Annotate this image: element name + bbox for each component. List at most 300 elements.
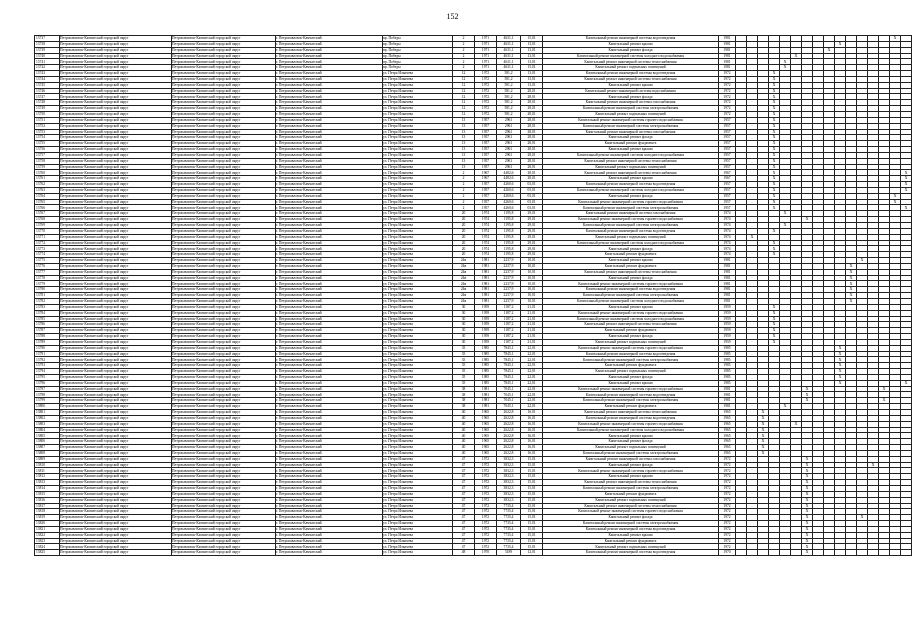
- locality-cell: г. Петропавловск-Камчатский: [276, 164, 383, 170]
- municipality-cell: Петропавловск-Камчатский городской округ: [172, 398, 276, 404]
- mark-cell: X: [846, 275, 857, 281]
- work-type-cell: Капитальный ремонт инженерной системы водоотведения: [543, 36, 719, 42]
- area-cell: 2622,8: [497, 433, 521, 439]
- locality-cell: г. Петропавловск-Камчатский: [276, 474, 383, 480]
- municipality-cell: Петропавловск-Камчатский городской округ: [60, 88, 172, 94]
- house-cell: 20: [453, 246, 475, 252]
- area-cell: 3832,3: [497, 456, 521, 462]
- work-type-cell: Капитальный ремонт инженерной системы горячего водоснабжения: [543, 386, 719, 392]
- work-type-cell: Капитальный ремонт подвальных помещений: [543, 164, 719, 170]
- cost-cell: 28,01: [521, 164, 543, 170]
- municipality-cell: Петропавловск-Камчатский городской округ: [60, 71, 172, 77]
- work-type-cell: Капитальный ремонт фасада: [543, 193, 719, 199]
- municipality-cell: Петропавловск-Камчатский городской округ: [60, 228, 172, 234]
- municipality-cell: Петропавловск-Камчатский городской округ: [172, 421, 276, 427]
- plan-year-cell: 1972: [719, 474, 736, 480]
- work-type-cell: Капитальный ремонт инженерной системы электроснабжения: [543, 485, 719, 491]
- work-type-cell: Капитальный ремонт инженерной системы водоотведения: [543, 182, 719, 188]
- table-body: [35, 36, 912, 556]
- work-type-cell: Капитальный ремонт фундамента: [543, 141, 719, 147]
- work-type-cell: Капитальный ремонт инженерной системы водоотведения: [543, 392, 719, 398]
- area-cell: 7845,1: [497, 351, 521, 357]
- locality-cell: г. Петропавловск-Камчатский: [276, 217, 383, 223]
- cost-cell: 15,01: [521, 468, 543, 474]
- row-id: 13794: [35, 369, 60, 375]
- mark-cell: X: [846, 281, 857, 287]
- mark-cell: [879, 550, 890, 556]
- area-cell: 1187,2: [497, 310, 521, 316]
- cost-cell: 29,01: [521, 246, 543, 252]
- cost-cell: 22,01: [521, 369, 543, 375]
- house-cell: 2: [453, 47, 475, 53]
- row-id: 13766: [35, 205, 60, 211]
- house-cell: 2: [453, 199, 475, 205]
- street-cell: пр. Победы: [383, 47, 453, 53]
- house-cell: 48: [453, 550, 475, 556]
- work-type-cell: Капитальный ремонт фундамента: [543, 404, 719, 410]
- cost-cell: 21,01: [521, 322, 543, 328]
- house-cell: 13: [453, 141, 475, 147]
- municipality-cell: Петропавловск-Камчатский городской округ: [172, 246, 276, 252]
- mark-cell: X: [769, 339, 780, 345]
- row-id: 13780: [35, 287, 60, 293]
- house-cell: 20: [453, 211, 475, 217]
- house-cell: 20: [453, 217, 475, 223]
- street-cell: ул. Петра Ильичева: [383, 427, 453, 433]
- municipality-cell: Петропавловск-Камчатский городской округ: [172, 351, 276, 357]
- year-cell: 1981: [475, 392, 497, 398]
- house-cell: 2: [453, 65, 475, 71]
- house-cell: 13: [453, 123, 475, 129]
- municipality-cell: Петропавловск-Камчатский городской округ: [60, 445, 172, 451]
- area-cell: 7845,1: [497, 357, 521, 363]
- plan-year-cell: 1981: [719, 404, 736, 410]
- street-cell: ул. Петра Ильичева: [383, 293, 453, 299]
- year-cell: 1959: [475, 316, 497, 322]
- cost-cell: 15,01: [521, 521, 543, 527]
- row-id: 13765: [35, 199, 60, 205]
- mark-cell: X: [769, 71, 780, 77]
- municipality-cell: Петропавловск-Камчатский городской округ: [60, 293, 172, 299]
- area-cell: 1195,8: [497, 246, 521, 252]
- mark-cell: X: [802, 544, 813, 550]
- municipality-cell: Петропавловск-Камчатский городской округ: [172, 532, 276, 538]
- plan-year-cell: 1959: [719, 334, 736, 340]
- locality-cell: г. Петропавловск-Камчатский: [276, 351, 383, 357]
- row-id: 13760: [35, 170, 60, 176]
- house-cell: 35: [453, 351, 475, 357]
- municipality-cell: Петропавловск-Камчатский городской округ: [60, 298, 172, 304]
- municipality-cell: Петропавловск-Камчатский городской округ: [172, 298, 276, 304]
- cost-cell: 13,01: [521, 76, 543, 82]
- locality-cell: г. Петропавловск-Камчатский: [276, 240, 383, 246]
- year-cell: 1965: [475, 410, 497, 416]
- area-cell: 581,2: [497, 94, 521, 100]
- mark-cell: [868, 550, 879, 556]
- municipality-cell: Петропавловск-Камчатский городской округ: [172, 538, 276, 544]
- year-cell: 1972: [475, 456, 497, 462]
- mark-cell: X: [769, 141, 780, 147]
- row-id: 13823: [35, 538, 60, 544]
- plan-year-cell: 1974: [719, 223, 736, 229]
- municipality-cell: Петропавловск-Камчатский городской округ: [172, 47, 276, 53]
- area-cell: 4631,1: [497, 36, 521, 42]
- cost-cell: 22,01: [521, 363, 543, 369]
- year-cell: 1957: [475, 182, 497, 188]
- area-cell: 7735,4: [497, 538, 521, 544]
- row-id: 13763: [35, 187, 60, 193]
- municipality-cell: Петропавловск-Камчатский городской округ: [172, 123, 276, 129]
- cost-cell: 28,01: [521, 100, 543, 106]
- row-id: 13750: [35, 111, 60, 117]
- house-cell: 35: [453, 369, 475, 375]
- house-cell: 13: [453, 164, 475, 170]
- municipality-cell: Петропавловск-Камчатский городской округ: [172, 462, 276, 468]
- row-id: 13817: [35, 503, 60, 509]
- row-id: 13806: [35, 439, 60, 445]
- house-cell: 47: [453, 509, 475, 515]
- municipality-cell: Петропавловск-Камчатский городской округ: [60, 53, 172, 59]
- house-cell: 13: [453, 129, 475, 135]
- street-cell: пр. Победы: [383, 53, 453, 59]
- street-cell: ул. Петра Ильичева: [383, 515, 453, 521]
- cost-cell: 03,01: [521, 193, 543, 199]
- plan-year-cell: 1972: [719, 538, 736, 544]
- municipality-cell: Петропавловск-Камчатский городской округ: [172, 59, 276, 65]
- row-id: 13791: [35, 351, 60, 357]
- row-id: 13799: [35, 398, 60, 404]
- street-cell: ул. Петра Ильичева: [383, 497, 453, 503]
- work-type-cell: Капитальный ремонт крыши: [543, 532, 719, 538]
- work-type-cell: Капитальный ремонт инженерной системы водоснабжения: [543, 88, 719, 94]
- house-cell: 38: [453, 392, 475, 398]
- street-cell: ул. Петра Ильичева: [383, 82, 453, 88]
- mark-cell: X: [769, 240, 780, 246]
- year-cell: 1972: [475, 521, 497, 527]
- municipality-cell: Петропавловск-Камчатский городской округ: [60, 234, 172, 240]
- plan-year-cell: 1965: [719, 445, 736, 451]
- street-cell: ул. Петра Ильичева: [383, 234, 453, 240]
- municipality-cell: Петропавловск-Камчатский городской округ: [60, 439, 172, 445]
- mark-cell: X: [769, 176, 780, 182]
- cost-cell: 28,01: [521, 176, 543, 182]
- plan-year-cell: 1965: [719, 433, 736, 439]
- row-id: 13737: [35, 36, 60, 42]
- locality-cell: г. Петропавловск-Камчатский: [276, 176, 383, 182]
- row-id: 13738: [35, 41, 60, 47]
- house-cell: 30: [453, 304, 475, 310]
- area-cell: 2237,9: [497, 275, 521, 281]
- mark-cell: X: [758, 427, 769, 433]
- year-cell: 1974: [475, 240, 497, 246]
- work-type-cell: Капитальный ремонт инженерной системы газоснабжения: [543, 456, 719, 462]
- cost-cell: 15,01: [521, 509, 543, 515]
- cost-cell: 21,01: [521, 316, 543, 322]
- mark-cell: [835, 550, 846, 556]
- year-cell: 1985: [475, 357, 497, 363]
- municipality-cell: Петропавловск-Камчатский городской округ: [172, 217, 276, 223]
- house-cell: 47: [453, 532, 475, 538]
- municipality-cell: Петропавловск-Камчатский городской округ: [60, 392, 172, 398]
- locality-cell: г. Петропавловск-Камчатский: [276, 369, 383, 375]
- row-id: 13788: [35, 334, 60, 340]
- mark-cell: X: [769, 246, 780, 252]
- plan-year-cell: 1970: [719, 550, 736, 556]
- work-type-cell: Капитальный ремонт инженерной системы теплоснабжения: [543, 480, 719, 486]
- area-cell: 2961: [497, 147, 521, 153]
- street-cell: ул. Петра Ильичева: [383, 421, 453, 427]
- work-type-cell: Капитальный ремонт фундамента: [543, 491, 719, 497]
- row-id: 13821: [35, 526, 60, 532]
- plan-year-cell: 1957: [719, 141, 736, 147]
- work-type-cell: Капитальный ремонт крыши: [543, 304, 719, 310]
- year-cell: 1972: [475, 503, 497, 509]
- mark-cell: X: [835, 357, 846, 363]
- cost-cell: 28,01: [521, 147, 543, 153]
- mark-cell: [780, 550, 791, 556]
- municipality-cell: Петропавловск-Камчатский городской округ: [172, 339, 276, 345]
- municipality-cell: Петропавловск-Камчатский городской округ: [60, 374, 172, 380]
- house-cell: 30: [453, 328, 475, 334]
- mark-cell: X: [769, 111, 780, 117]
- locality-cell: г. Петропавловск-Камчатский: [276, 334, 383, 340]
- locality-cell: г. Петропавловск-Камчатский: [276, 53, 383, 59]
- area-cell: 7735,4: [497, 503, 521, 509]
- house-cell: 20: [453, 240, 475, 246]
- locality-cell: г. Петропавловск-Камчатский: [276, 246, 383, 252]
- locality-cell: г. Петропавловск-Камчатский: [276, 532, 383, 538]
- house-cell: 2: [453, 193, 475, 199]
- street-cell: ул. Петра Ильичева: [383, 550, 453, 556]
- municipality-cell: Петропавловск-Камчатский городской округ: [60, 117, 172, 123]
- municipality-cell: Петропавловск-Камчатский городской округ: [172, 363, 276, 369]
- municipality-cell: Петропавловск-Камчатский городской округ: [60, 398, 172, 404]
- municipality-cell: Петропавловск-Камчатский городской округ: [172, 76, 276, 82]
- municipality-cell: Петропавловск-Камчатский городской округ: [60, 351, 172, 357]
- work-type-cell: Капитальный ремонт фасада: [543, 246, 719, 252]
- municipality-cell: Петропавловск-Камчатский городской округ: [60, 100, 172, 106]
- area-cell: 581,2: [497, 71, 521, 77]
- municipality-cell: Петропавловск-Камчатский городской округ: [172, 71, 276, 77]
- year-cell: 1967: [475, 176, 497, 182]
- municipality-cell: Петропавловск-Камчатский городской округ: [172, 147, 276, 153]
- locality-cell: г. Петропавловск-Камчатский: [276, 538, 383, 544]
- year-cell: 1970: [475, 550, 497, 556]
- work-type-cell: Капитальный ремонт инженерной системы газоснабжения: [543, 129, 719, 135]
- mark-cell: X: [835, 380, 846, 386]
- house-cell: 24в: [453, 258, 475, 264]
- work-type-cell: Капитальный ремонт инженерной системы горячего водоснабжения: [543, 468, 719, 474]
- mark-cell: X: [802, 480, 813, 486]
- municipality-cell: Петропавловск-Камчатский городской округ: [60, 94, 172, 100]
- year-cell: 1957: [475, 141, 497, 147]
- house-cell: 40: [453, 410, 475, 416]
- locality-cell: г. Петропавловск-Камчатский: [276, 328, 383, 334]
- area-cell: 2961: [497, 141, 521, 147]
- house-cell: 30: [453, 316, 475, 322]
- municipality-cell: Петропавловск-Камчатский городской округ: [60, 135, 172, 141]
- row-id: 13795: [35, 374, 60, 380]
- municipality-cell: Петропавловск-Камчатский городской округ: [172, 480, 276, 486]
- house-cell: 2: [453, 187, 475, 193]
- area-cell: 3832,3: [497, 462, 521, 468]
- house-cell: 24в: [453, 275, 475, 281]
- house-cell: 20: [453, 252, 475, 258]
- locality-cell: г. Петропавловск-Камчатский: [276, 135, 383, 141]
- work-type-cell: Капитальный ремонт инженерной системы электроснабжения: [543, 357, 719, 363]
- municipality-cell: Петропавловск-Камчатский городской округ: [60, 246, 172, 252]
- mark-cell: X: [769, 147, 780, 153]
- street-cell: ул. Петра Ильичева: [383, 363, 453, 369]
- cost-cell: 28,01: [521, 123, 543, 129]
- year-cell: 1972: [475, 100, 497, 106]
- row-id: 13772: [35, 240, 60, 246]
- area-cell: 4260,6: [497, 182, 521, 188]
- house-cell: 35: [453, 363, 475, 369]
- mark-cell: [813, 550, 824, 556]
- house-cell: 12: [453, 94, 475, 100]
- municipality-cell: Петропавловск-Камчатский городской округ: [172, 199, 276, 205]
- year-cell: 1981: [475, 281, 497, 287]
- row-id: 13822: [35, 532, 60, 538]
- locality-cell: г. Петропавловск-Камчатский: [276, 515, 383, 521]
- mark-cell: X: [769, 82, 780, 88]
- street-cell: ул. Петра Ильичева: [383, 480, 453, 486]
- locality-cell: г. Петропавловск-Камчатский: [276, 398, 383, 404]
- municipality-cell: Петропавловск-Камчатский городской округ: [172, 427, 276, 433]
- cost-cell: 13,01: [521, 71, 543, 77]
- mark-cell: X: [769, 310, 780, 316]
- area-cell: 4482,6: [497, 176, 521, 182]
- work-type-cell: Капитальный ремонт фасада: [543, 515, 719, 521]
- area-cell: 7735,4: [497, 526, 521, 532]
- street-cell: ул. Петра Ильичева: [383, 94, 453, 100]
- area-cell: 3832,3: [497, 497, 521, 503]
- locality-cell: г. Петропавловск-Камчатский: [276, 199, 383, 205]
- house-cell: 40: [453, 415, 475, 421]
- year-cell: 1972: [475, 94, 497, 100]
- street-cell: ул. Петра Ильичева: [383, 298, 453, 304]
- area-cell: 7735,4: [497, 544, 521, 550]
- cost-cell: 28,01: [521, 129, 543, 135]
- plan-year-cell: 1965: [719, 427, 736, 433]
- area-cell: 7845,1: [497, 374, 521, 380]
- municipality-cell: Петропавловск-Камчатский городской округ: [172, 322, 276, 328]
- work-type-cell: Капитальный ремонт фасада: [543, 275, 719, 281]
- municipality-cell: Петропавловск-Камчатский городской округ: [60, 211, 172, 217]
- plan-year-cell: 1974: [719, 252, 736, 258]
- house-cell: 20: [453, 234, 475, 240]
- area-cell: 4260,6: [497, 199, 521, 205]
- plan-year-cell: 1972: [719, 503, 736, 509]
- house-cell: 47: [453, 521, 475, 527]
- row-id: 13804: [35, 427, 60, 433]
- plan-year-cell: 1972: [719, 544, 736, 550]
- work-type-cell: Капитальный ремонт инженерной системы теплоснабжения: [543, 158, 719, 164]
- locality-cell: г. Петропавловск-Камчатский: [276, 281, 383, 287]
- locality-cell: г. Петропавловск-Камчатский: [276, 363, 383, 369]
- municipality-cell: Петропавловск-Камчатский городской округ: [172, 404, 276, 410]
- mark-cell: X: [901, 380, 912, 386]
- municipality-cell: Петропавловск-Камчатский городской округ: [172, 468, 276, 474]
- row-id: 13753: [35, 129, 60, 135]
- cost-cell: 13,01: [521, 47, 543, 53]
- street-cell: ул. Петра Ильичева: [383, 450, 453, 456]
- street-cell: ул. Петра Ильичева: [383, 398, 453, 404]
- plan-year-cell: 1965: [719, 450, 736, 456]
- street-cell: ул. Петра Ильичева: [383, 468, 453, 474]
- street-cell: ул. Петра Ильичева: [383, 246, 453, 252]
- row-id: 13758: [35, 158, 60, 164]
- row-id: 13759: [35, 164, 60, 170]
- mark-cell: X: [791, 53, 802, 59]
- area-cell: 581,2: [497, 76, 521, 82]
- locality-cell: г. Петропавловск-Камчатский: [276, 421, 383, 427]
- municipality-cell: Петропавловск-Камчатский городской округ: [60, 544, 172, 550]
- municipality-cell: Петропавловск-Камчатский городской округ: [172, 474, 276, 480]
- locality-cell: г. Петропавловск-Камчатский: [276, 205, 383, 211]
- row-id: 13744: [35, 76, 60, 82]
- municipality-cell: Петропавловск-Камчатский городской округ: [172, 491, 276, 497]
- year-cell: 1974: [475, 211, 497, 217]
- plan-year-cell: 1972: [719, 497, 736, 503]
- row-id: 13767: [35, 211, 60, 217]
- year-cell: 1974: [475, 217, 497, 223]
- municipality-cell: Петропавловск-Камчатский городской округ: [172, 281, 276, 287]
- house-cell: 47: [453, 468, 475, 474]
- municipality-cell: Петропавловск-Камчатский городской округ: [60, 450, 172, 456]
- house-cell: 40: [453, 433, 475, 439]
- house-cell: 13: [453, 158, 475, 164]
- year-cell: 1965: [475, 439, 497, 445]
- plan-year-cell: 1959: [719, 322, 736, 328]
- municipality-cell: Петропавловск-Камчатский городской округ: [60, 369, 172, 375]
- area-cell: 2237,9: [497, 287, 521, 293]
- street-cell: ул. Петра Ильичева: [383, 100, 453, 106]
- municipality-cell: Петропавловск-Камчатский городской округ: [60, 147, 172, 153]
- municipality-cell: Петропавловск-Камчатский городской округ: [172, 170, 276, 176]
- area-cell: 4631,1: [497, 53, 521, 59]
- area-cell: 1187,2: [497, 322, 521, 328]
- work-type-cell: Капитальный ремонт инженерной системы холодного водоснабжения: [543, 316, 719, 322]
- year-cell: 1971: [475, 41, 497, 47]
- house-cell: 40: [453, 427, 475, 433]
- locality-cell: г. Петропавловск-Камчатский: [276, 544, 383, 550]
- municipality-cell: Петропавловск-Камчатский городской округ: [60, 334, 172, 340]
- row-id: 13793: [35, 363, 60, 369]
- street-cell: ул. Петра Ильичева: [383, 217, 453, 223]
- street-cell: ул. Петра Ильичева: [383, 357, 453, 363]
- mark-cell: X: [857, 515, 868, 521]
- area-cell: 2237,9: [497, 281, 521, 287]
- work-type-cell: Капитальный ремонт инженерной системы холодного водоснабжения: [543, 427, 719, 433]
- cost-cell: 22,01: [521, 374, 543, 380]
- municipality-cell: Петропавловск-Камчатский городской округ: [60, 123, 172, 129]
- locality-cell: г. Петропавловск-Камчатский: [276, 47, 383, 53]
- work-type-cell: Капитальный ремонт подвальных помещений: [543, 65, 719, 71]
- row-id: 13803: [35, 421, 60, 427]
- locality-cell: г. Петропавловск-Камчатский: [276, 357, 383, 363]
- locality-cell: г. Петропавловск-Камчатский: [276, 427, 383, 433]
- row-id: 13805: [35, 433, 60, 439]
- mark-cell: X: [802, 532, 813, 538]
- mark-cell: [758, 550, 769, 556]
- mark-cell: X: [857, 258, 868, 264]
- municipality-cell: Петропавловск-Камчатский городской округ: [172, 135, 276, 141]
- year-cell: 1959: [475, 328, 497, 334]
- municipality-cell: Петропавловск-Камчатский городской округ: [60, 363, 172, 369]
- year-cell: 1965: [475, 445, 497, 451]
